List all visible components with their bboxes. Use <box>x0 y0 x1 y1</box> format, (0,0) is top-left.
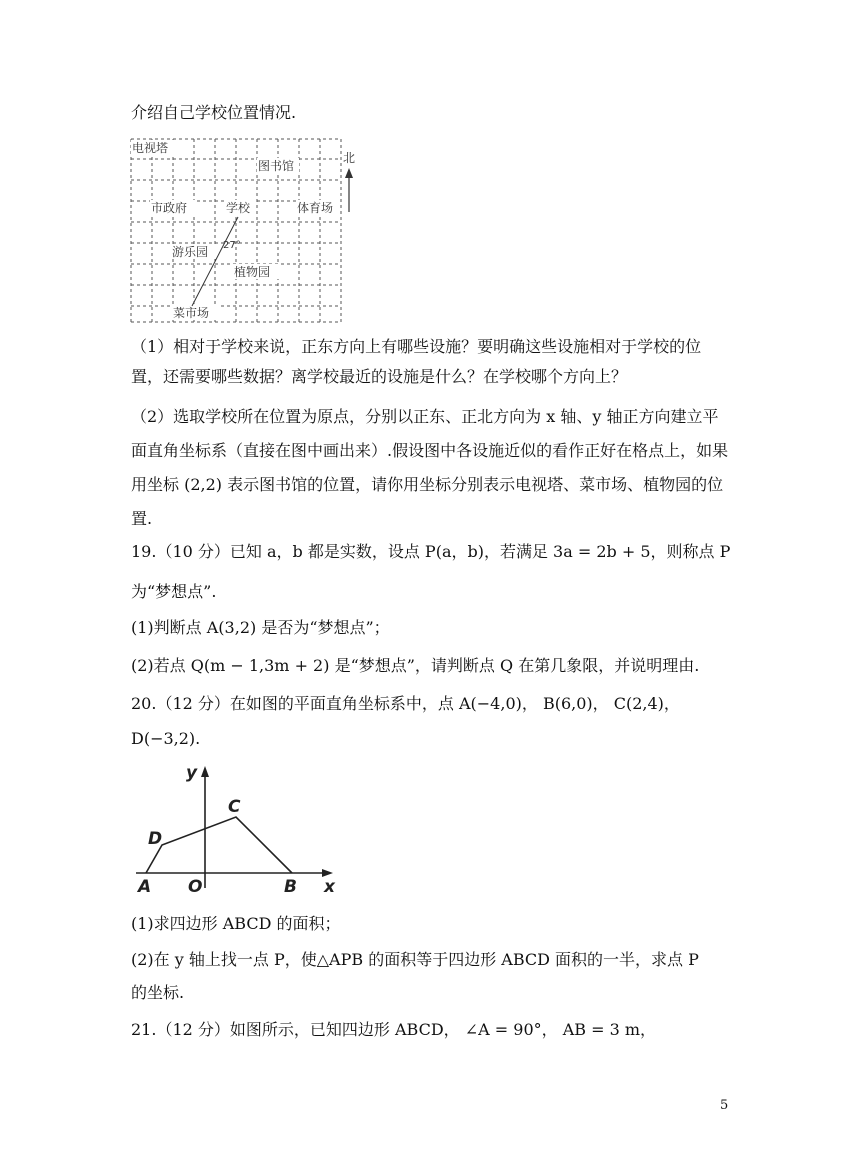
label-d: D <box>148 829 163 849</box>
q20-sub2-line1: (2)在 y 轴上找一点 P，使△APB 的面积等于四边形 ABCD 面积的一半，求点 P <box>131 950 699 969</box>
intro-text: 介绍自己学校位置情况. <box>131 103 297 122</box>
label-school: 学校 <box>226 201 251 215</box>
label-amusement-park: 游乐园 <box>172 245 209 259</box>
label-a: A <box>138 877 152 897</box>
label-origin: O <box>188 877 203 897</box>
q20-sub1: (1)求四边形 ABCD 的面积； <box>131 914 341 933</box>
grid-lines <box>131 139 341 322</box>
quadrilateral-figure <box>128 760 348 900</box>
label-angle: 27° <box>223 240 241 251</box>
label-c: C <box>228 797 241 817</box>
q19-stem-line2: 为“梦想点”. <box>131 582 217 601</box>
q20-stem-line2: D(−3,2). <box>131 729 201 748</box>
grid-map-figure <box>128 136 363 326</box>
q19-stem-line1: 19.（10 分）已知 a，b 都是实数，设点 P(a，b)，若满足 3a = 2b + 5，则称点 P <box>131 542 731 561</box>
label-b: B <box>284 877 297 897</box>
quadrilateral-abcd <box>146 817 292 873</box>
x-axis-arrow <box>322 869 333 877</box>
label-library: 图书馆 <box>258 159 295 173</box>
q18-part1: （1）相对于学校来说，正东方向上有哪些设施？要明确这些设施相对于学校的位置，还需要哪些数据？离学校最近的设施是什么？在学校哪个方向上？ <box>131 337 702 386</box>
q20-sub2-line2: 的坐标. <box>131 983 185 1002</box>
page-number: 5 <box>720 1098 729 1113</box>
q21-stem: 21.（12 分）如图所示，已知四边形 ABCD， ∠A = 90°， AB = 3 m， <box>131 1020 657 1039</box>
label-city-hall: 市政府 <box>151 201 188 215</box>
label-botanical-garden: 植物园 <box>234 265 271 279</box>
q20-stem-line1: 20.（12 分）在如图的平面直角坐标系中，点 A(−4,0)， B(6,0)， C(2,4)， <box>131 694 680 713</box>
north-arrow <box>343 151 355 212</box>
label-stadium: 体育场 <box>297 201 334 215</box>
q19-sub1: (1)判断点 A(3,2) 是否为“梦想点”； <box>131 618 390 637</box>
label-market: 菜市场 <box>173 306 210 320</box>
q19-sub2: (2)若点 Q(m − 1,3m + 2) 是“梦想点”，请判断点 Q 在第几象限，并说明理由. <box>131 656 700 675</box>
q18-part2: （2）选取学校所在位置为原点，分别以正东、正北方向为 x 轴、y 轴正方向建立平面直角坐标系（直接在图中画出来）.假设图中各设施近似的看作正好在格点上，如果用坐标 (2,2) 表示图书馆的位置，请你用坐标分别表示电视塔、菜市场、植物园的位置. <box>131 407 729 528</box>
label-tv-tower: 电视塔 <box>132 141 169 155</box>
north-label: 北 <box>343 151 356 165</box>
y-axis-arrow <box>201 766 209 777</box>
label-x: x <box>324 877 335 897</box>
label-y: y <box>186 763 198 783</box>
